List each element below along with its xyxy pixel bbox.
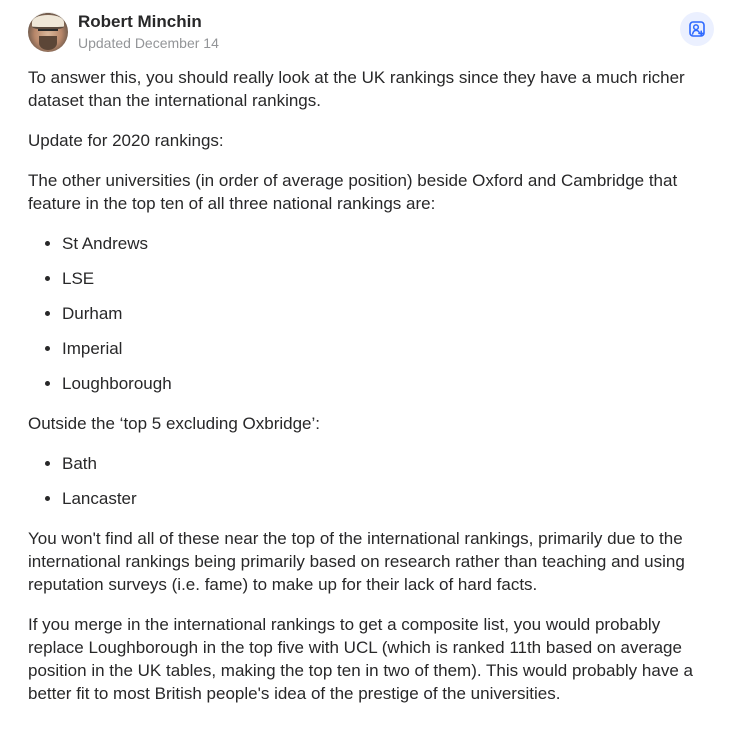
paragraph-intro: To answer this, you should really look at the UK rankings since they have a much richer dataset than the international rankings. (28, 68, 685, 110)
university-list-outside (28, 452, 708, 510)
list-item: • Durham (62, 302, 708, 325)
list-item: • Imperial (62, 337, 708, 360)
paragraph-outside: Outside the ‘top 5 excluding Oxbridge’: (28, 414, 321, 433)
avatar-hat (32, 15, 64, 29)
paragraph-composite: If you merge in the international rankings to get a composite list, you would probably replace Loughborough in the top five with UCL (which is ranked 11th based on average position in the UK tables, making the top ten in two of them). This would probably have a better fit to most British people's idea of the prestige of the universities. (28, 615, 693, 703)
avatar-beard (39, 36, 57, 50)
university-list-top (28, 232, 708, 395)
paragraph-update: Update for 2020 rankings: (28, 131, 224, 150)
author-name[interactable]: Robert Minchin (78, 12, 202, 31)
paragraph-international: You won't find all of these near the top of the international rankings, primarily due to the international rankings being primarily based on research rather than teaching and using reputation surveys (i.e. fame) to make up for their lack of hard facts. (28, 529, 685, 594)
list-item: • St Andrews (62, 232, 708, 255)
author-meta (78, 11, 219, 53)
add-person-button[interactable] (680, 12, 714, 46)
avatar-glasses (38, 29, 58, 36)
answer-content (28, 66, 708, 705)
answer-card (28, 8, 708, 722)
avatar[interactable] (28, 12, 68, 52)
updated-date[interactable]: Updated December 14 (78, 35, 219, 51)
list-item: • Lancaster (62, 487, 708, 510)
add-person-icon (688, 20, 706, 38)
answer-header (28, 8, 708, 58)
list-item: • LSE (62, 267, 708, 290)
paragraph-top-ten: The other universities (in order of average position) beside Oxford and Cambridge that feature in the top ten of all three national rankings are: (28, 171, 678, 213)
list-item: • Loughborough (62, 372, 708, 395)
list-item: • Bath (62, 452, 708, 475)
